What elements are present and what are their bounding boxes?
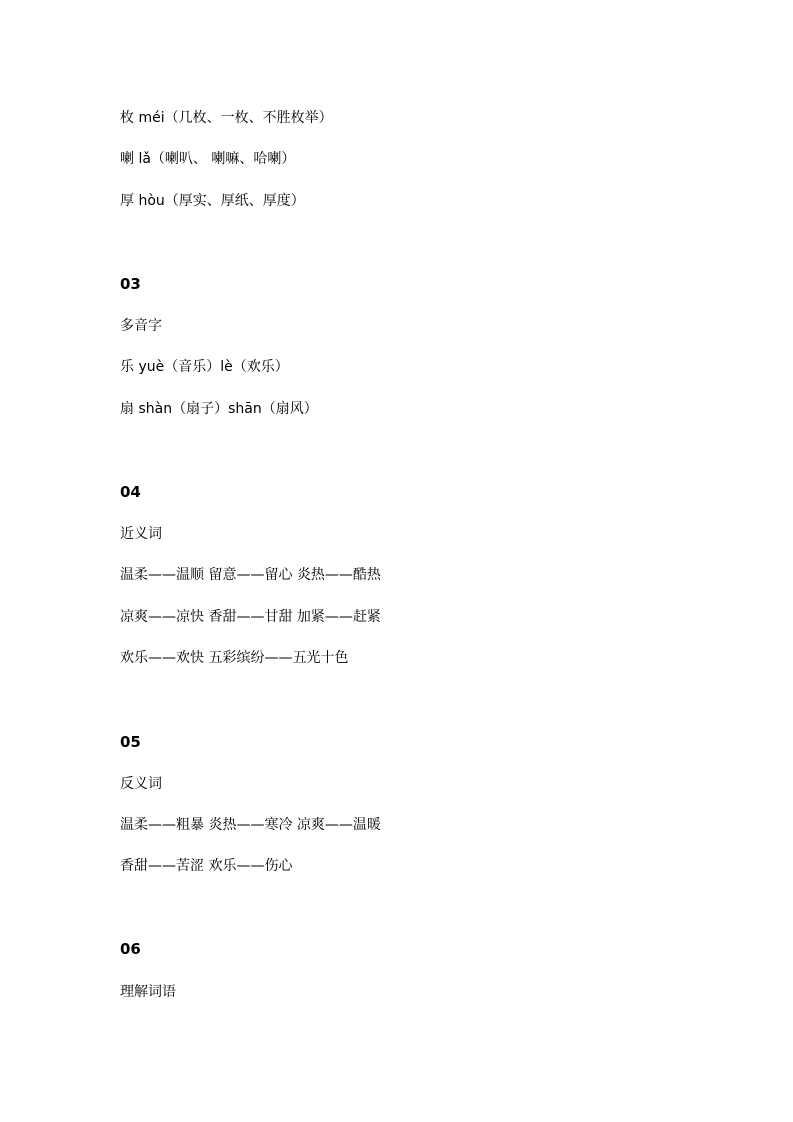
synonym-line-3: 欢乐——欢快 五彩缤纷——五光十色: [120, 650, 349, 666]
polyphonic-entry-yue: 乐 yuè（音乐）lè（欢乐）: [120, 359, 289, 375]
section-title-synonyms: 近义词: [120, 526, 162, 542]
polyphonic-entry-shan: 扇 shàn（扇子）shān（扇风）: [120, 401, 318, 417]
antonym-line-2: 香甜——苦涩 欢乐——伤心: [120, 858, 293, 874]
char-entry-la: 喇 lǎ（喇叭、 喇嘛、哈喇）: [120, 151, 296, 167]
antonym-line-1: 温柔——粗暴 炎热——寒冷 凉爽——温暖: [120, 817, 381, 833]
section-number-05: 05: [120, 733, 141, 751]
section-number-04: 04: [120, 483, 141, 501]
section-title-antonyms: 反义词: [120, 776, 162, 792]
section-title-word-understanding: 理解词语: [120, 984, 176, 1000]
char-entry-hou: 厚 hòu（厚实、厚纸、厚度）: [120, 193, 305, 209]
section-number-06: 06: [120, 940, 141, 958]
section-number-03: 03: [120, 275, 141, 293]
synonym-line-2: 凉爽——凉快 香甜——甘甜 加紧——赶紧: [120, 609, 381, 625]
char-entry-mei: 枚 méi（几枚、一枚、不胜枚举）: [120, 110, 333, 126]
synonym-line-1: 温柔——温顺 留意——留心 炎热——酷热: [120, 567, 381, 583]
section-title-polyphonic: 多音字: [120, 318, 162, 334]
